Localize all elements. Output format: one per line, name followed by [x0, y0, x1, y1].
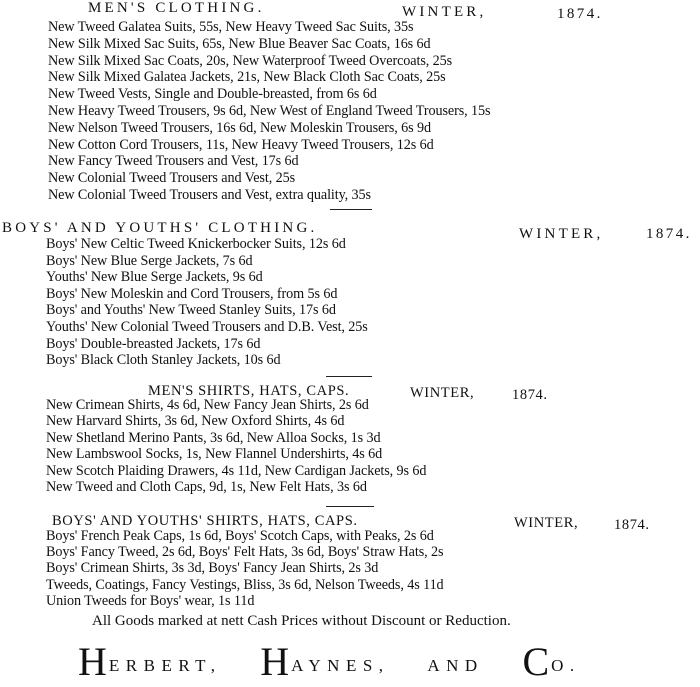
signature-word-co: CO. [522, 639, 581, 684]
list-item: Boys' Crimean Shirts, 3s 3d, Boys' Fancy Jean Shirts, 2s 3d [46, 560, 379, 577]
mens-clothing-heading [88, 0, 265, 17]
list-item: Boys' and Youths' New Tweed Stanley Suits, 17s 6d [46, 302, 336, 319]
list-item: Tweeds, Coatings, Fancy Vestings, Bliss, 3s 6d, Nelson Tweeds, 4s 11d [46, 576, 444, 593]
list-item: New Nelson Tweed Trousers, 16s 6d, New Moleskin Trousers, 6s 9d [48, 119, 432, 136]
mens-clothing-title: MEN'S CLOTHING. [88, 0, 265, 16]
list-item: Youths' New Colonial Tweed Trousers and D.B. Vest, 25s [46, 319, 368, 335]
divider-rule [326, 376, 372, 377]
divider-rule [326, 506, 374, 507]
list-item: New Tweed Galatea Suits, 55s, New Heavy Tweed Sac Suits, 35s [48, 19, 414, 35]
list-item: Union Tweeds for Boys' wear, 1s 11d [46, 592, 255, 609]
list-item: New Silk Mixed Sac Suits, 65s, New Blue Beaver Sac Coats, 16s 6d [48, 35, 431, 52]
list-item: Youths' New Blue Serge Jackets, 9s 6d [46, 269, 263, 286]
list-item: Boys' New Moleskin and Cord Trousers, from 5s 6d [46, 285, 338, 302]
list-item: New Crimean Shirts, 4s 6d, New Fancy Jean Shirts, 2s 6d [46, 397, 369, 413]
list-item: New Colonial Tweed Trousers and Vest, 25s [48, 170, 295, 187]
list-item: New Tweed Vests, Single and Double-breasted, from 6s 6d [48, 86, 377, 103]
list-item: Boys' French Peak Caps, 1s 6d, Boys' Scotch Caps, with Peaks, 2s 6d [46, 528, 434, 544]
list-item: New Lambswool Socks, 1s, New Flannel Undershirts, 4s 6d [46, 446, 383, 463]
cash-prices-notice: All Goods marked at nett Cash Prices without Discount or Reduction. [92, 613, 511, 629]
list-item: Boys' Double-breasted Jackets, 17s 6d [46, 335, 261, 352]
list-item: Boys' New Celtic Tweed Knickerbocker Suits, 12s 6d [46, 236, 346, 252]
list-item: New Silk Mixed Galatea Jackets, 21s, New Black Cloth Sac Coats, 25s [48, 69, 446, 86]
signature-word-haynes: HAYNES, [260, 639, 390, 684]
mens-clothing-year: 1874. [557, 6, 603, 22]
boys-clothing-year: 1874. [646, 226, 692, 242]
signature-word-and: AND [427, 656, 484, 675]
signature-word-herbert: HERBERT, [78, 639, 222, 684]
list-item: New Silk Mixed Sac Coats, 20s, New Waterproof Tweed Overcoats, 25s [48, 52, 453, 69]
list-item: Boys' Fancy Tweed, 2s 6d, Boys' Felt Hats, 3s 6d, Boys' Straw Hats, 2s [46, 544, 444, 561]
list-item: New Scotch Plaiding Drawers, 4s 11d, New Cardigan Jackets, 9s 6d [46, 462, 427, 479]
list-item: New Tweed and Cloth Caps, 9d, 1s, New Felt Hats, 3s 6d [46, 479, 367, 495]
list-item: New Cotton Cord Trousers, 11s, New Heavy Tweed Trousers, 12s 6d [48, 136, 434, 153]
boys-clothing-season: WINTER, [519, 226, 604, 242]
divider-rule [330, 209, 372, 210]
mens-shirts-heading: MEN'S SHIRTS, HATS, CAPS. [148, 383, 350, 399]
list-item: New Shetland Merino Pants, 3s 6d, New Alloa Socks, 1s 3d [46, 429, 381, 446]
list-item: New Heavy Tweed Trousers, 9s 6d, New West of England Tweed Trousers, 15s [48, 103, 491, 119]
list-item: New Harvard Shirts, 3s 6d, New Oxford Shirts, 4s 6d [46, 413, 345, 430]
mens-shirts-year: 1874. [512, 387, 548, 403]
list-item: Boys' New Blue Serge Jackets, 7s 6d [46, 252, 253, 269]
mens-shirts-season: WINTER, [410, 385, 475, 401]
boys-shirts-season: WINTER, [514, 515, 579, 531]
mens-clothing-season: WINTER, [402, 4, 487, 20]
boys-clothing-heading: BOYS' AND YOUTHS' CLOTHING. [2, 220, 318, 236]
list-item: Boys' Black Cloth Stanley Jackets, 10s 6d [46, 352, 281, 369]
list-item: New Colonial Tweed Trousers and Vest, extra quality, 35s [48, 187, 371, 203]
list-item: New Fancy Tweed Trousers and Vest, 17s 6d [48, 153, 299, 170]
boys-shirts-heading: BOYS' AND YOUTHS' SHIRTS, HATS, CAPS. [52, 513, 358, 529]
boys-shirts-year: 1874. [614, 517, 650, 533]
firm-signature [78, 638, 609, 685]
